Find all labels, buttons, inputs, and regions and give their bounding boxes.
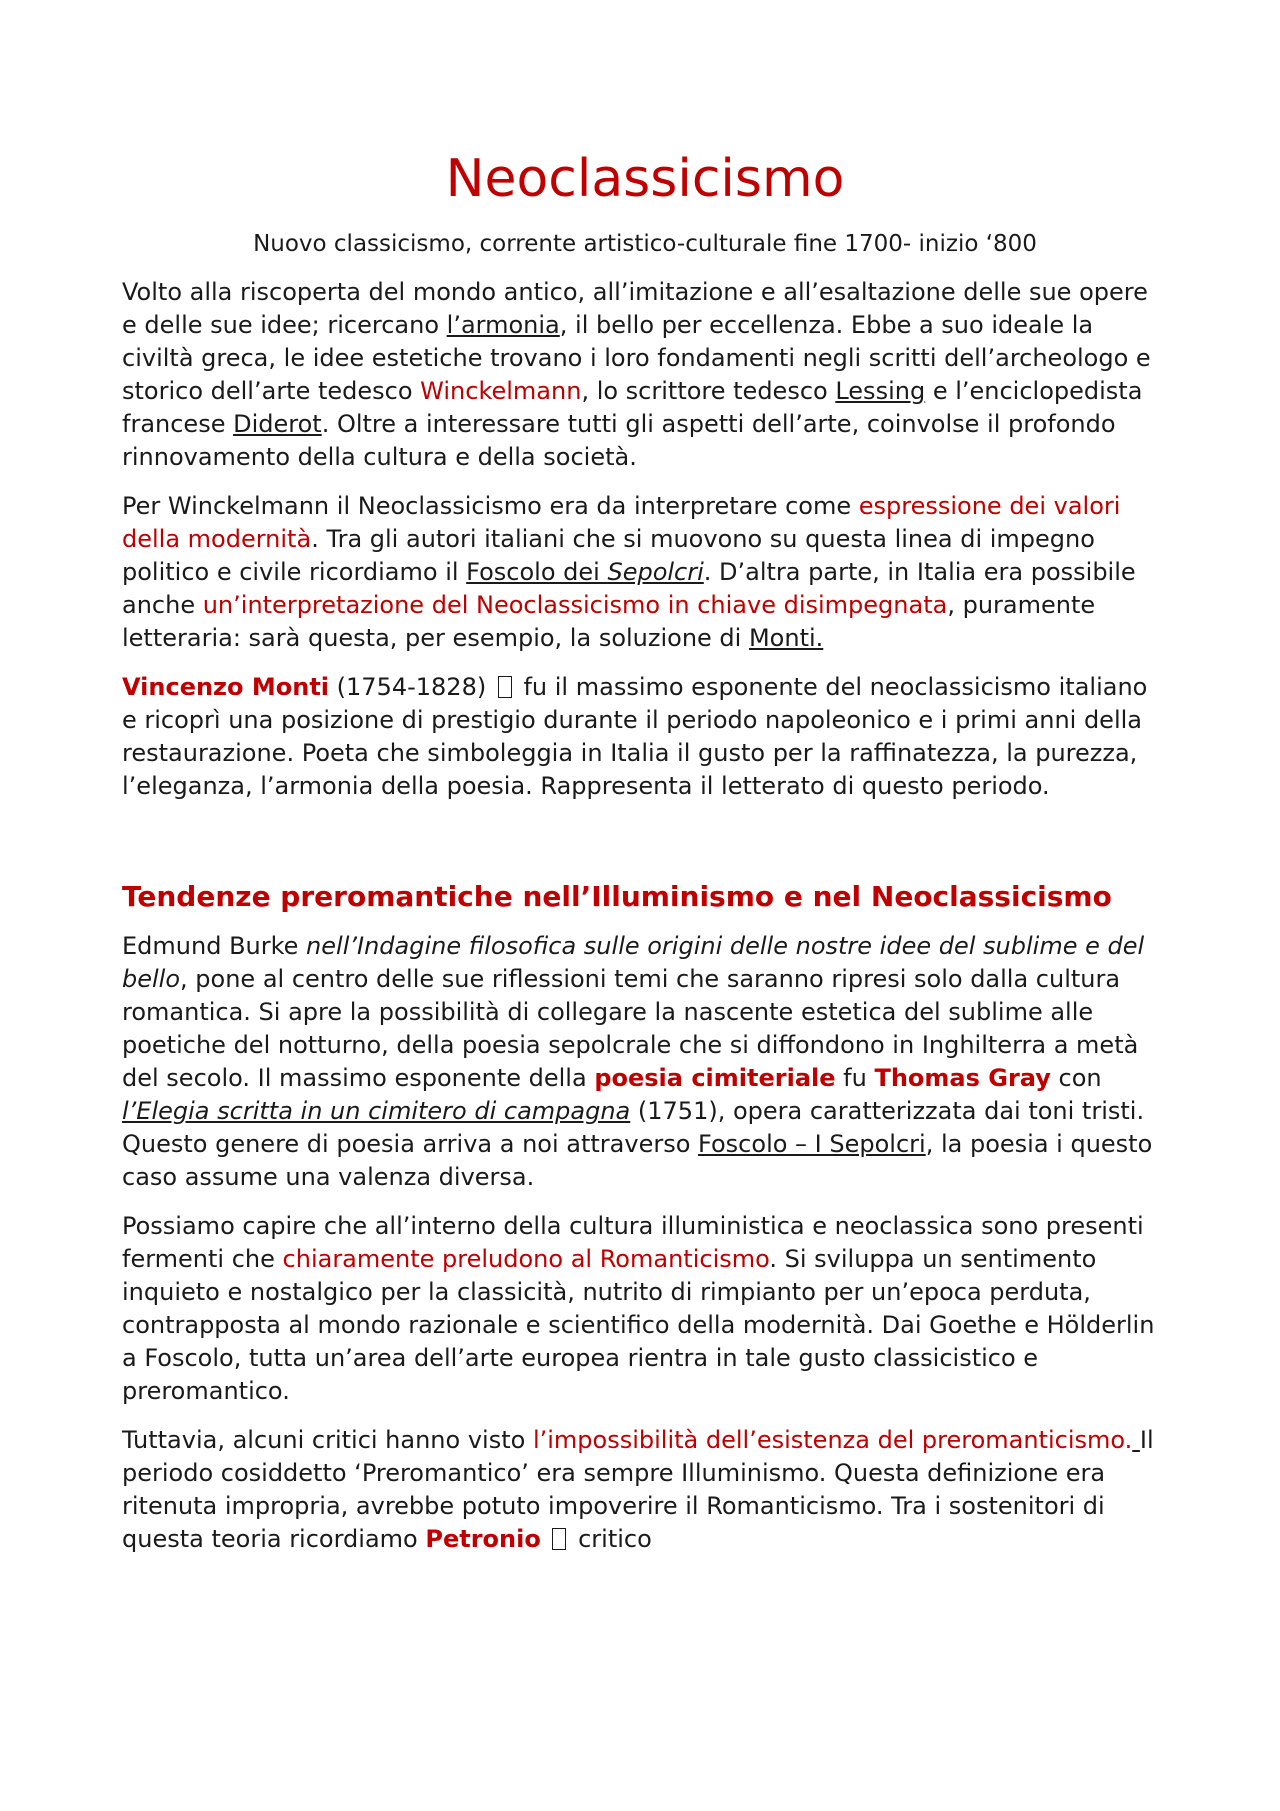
page-title: Neoclassicismo [445,149,845,209]
diderot-underlined: Diderot [233,409,322,438]
poesia-cimiteriale-bold: poesia cimiteriale [594,1063,836,1092]
espressione-highlight: espressione dei valori della modernità [122,491,1121,553]
arrow-glyph-icon [552,1528,566,1550]
sepolcri-italic: Sepolcri [607,557,704,586]
text: critico [570,1524,652,1553]
foscolo-sepolcri-underlined: Foscolo – I Sepolcri [698,1129,926,1158]
text: , puramente letteraria: sarà questa, per esempio, la soluzione di [122,590,1096,652]
text: con [1050,1063,1102,1092]
text: Foscolo dei [466,557,608,586]
text: . Tra gli autori italiani che si muovono su questa linea di impegno politico e civile ricordiamo il [122,524,1095,586]
text [541,1525,549,1553]
indagine-italic: nell’Indagine filosofica sulle origini delle nostre idee del sublime e del bello [122,931,1145,993]
interpretazione-highlight: un’interpretazione del Neoclassicismo in chiave disimpegnata [202,590,948,619]
foscolo-underlined [466,558,704,586]
arrow-glyph-icon [498,676,512,698]
paragraph-winckelmann [122,490,1168,655]
text: Il periodo cosiddetto ‘Preromantico’ era sempre Illuminismo. Questa definizione era ritenuta impropria, avrebbe potuto impoverire il Romanticismo. Tra i sostenitori di questa teoria ricordiamo [122,1425,1154,1553]
text: (1751), opera caratterizzata dai toni tristi. Questo genere di poesia arriva a noi attraverso [122,1096,1145,1158]
preludono-highlight: chiaramente preludono al Romanticismo [282,1244,770,1273]
section-heading: Tendenze preromantiche nell’Illuminismo e nel Neoclassicismo [122,879,1112,913]
monti-underlined: Monti. [748,623,824,652]
petronio-bold: Petronio [425,1524,541,1553]
text: . D’altra parte, in Italia era possibile anche [122,557,1136,619]
text: , la poesia i questo caso assume una valenza diversa. [122,1129,1153,1191]
text: Tuttavia, alcuni critici hanno visto [122,1425,533,1454]
text: , lo scrittore tedesco [581,376,836,405]
paragraph-fermenti [122,1210,1168,1408]
elegia-italic-underlined: l’Elegia scritta in un cimitero di campagna [122,1096,631,1125]
text: , il bello per eccellenza. Ebbe a suo ideale la civiltà greca, le idee estetiche trovano i loro fondamenti negli scritti dell’archeologo e storico dell’arte tedesco [122,310,1151,405]
monti-name-bold: Vincenzo Monti [122,672,330,701]
document-page [122,150,1168,1572]
winckelmann-highlight: Winckelmann [420,376,582,405]
text: (1754-1828) [329,672,494,701]
text: . Si sviluppa un sentimento inquieto e nostalgico per la classicità, nutrito di rimpianto per un’epoca perduta, contrapposta al mondo razionale e scientifico della modernità. Dai Goethe e Hölderlin a Foscolo, tutta un’area dell’arte europea rientra in tale gusto classicistico e preromantico. [122,1244,1155,1405]
text: e l’enciclopedista francese [122,376,1143,438]
lessing-underlined: Lessing [835,376,926,405]
paragraph-burke [122,930,1168,1194]
text: Possiamo capire che all’interno della cultura illuministica e neoclassica sono presenti fermenti che [122,1211,1144,1273]
subtitle: Nuovo classicismo, corrente artistico-culturale fine 1700- inizio ‘800 [253,230,1037,257]
impossibilita-highlight: l’impossibilità dell’esistenza del preromanticismo. [532,1425,1133,1454]
paragraph-intro [122,276,1168,474]
thomas-gray-bold: Thomas Gray [874,1063,1051,1092]
text: fu il massimo esponente del neoclassicismo italiano e ricoprì una posizione di prestigio durante il periodo napoleonico e i primi anni della restaurazione. Poeta che simboleggia in Italia il gusto per la raffinatezza, la purezza, l’eleganza, l’armonia della poesia. Rappresenta il letterato di questo periodo. [122,672,1148,800]
text: Edmund Burke [122,931,307,960]
underlined-space [1132,1426,1140,1454]
text: Per Winckelmann il Neoclassicismo era da interpretare come [122,491,859,520]
text: fu [835,1063,875,1092]
paragraph-monti [122,671,1168,803]
armonia-underlined: l’armonia [446,310,560,339]
paragraph-critici [122,1424,1168,1556]
text: , pone al centro delle sue riflessioni temi che saranno ripresi solo dalla cultura romantica. Si apre la possibilità di collegare la nascente estetica del sublime alle poetiche del notturno, della poesia sepolcrale che si diffondono in Inghilterra a metà del secolo. Il massimo esponente della [122,964,1139,1092]
text: Volto alla riscoperta del mondo antico, all’imitazione e all’esaltazione delle sue opere e delle sue idee; ricercano [122,277,1148,339]
text: . Oltre a interessare tutti gli aspetti dell’arte, coinvolse il profondo rinnovamento della cultura e della società. [122,409,1116,471]
